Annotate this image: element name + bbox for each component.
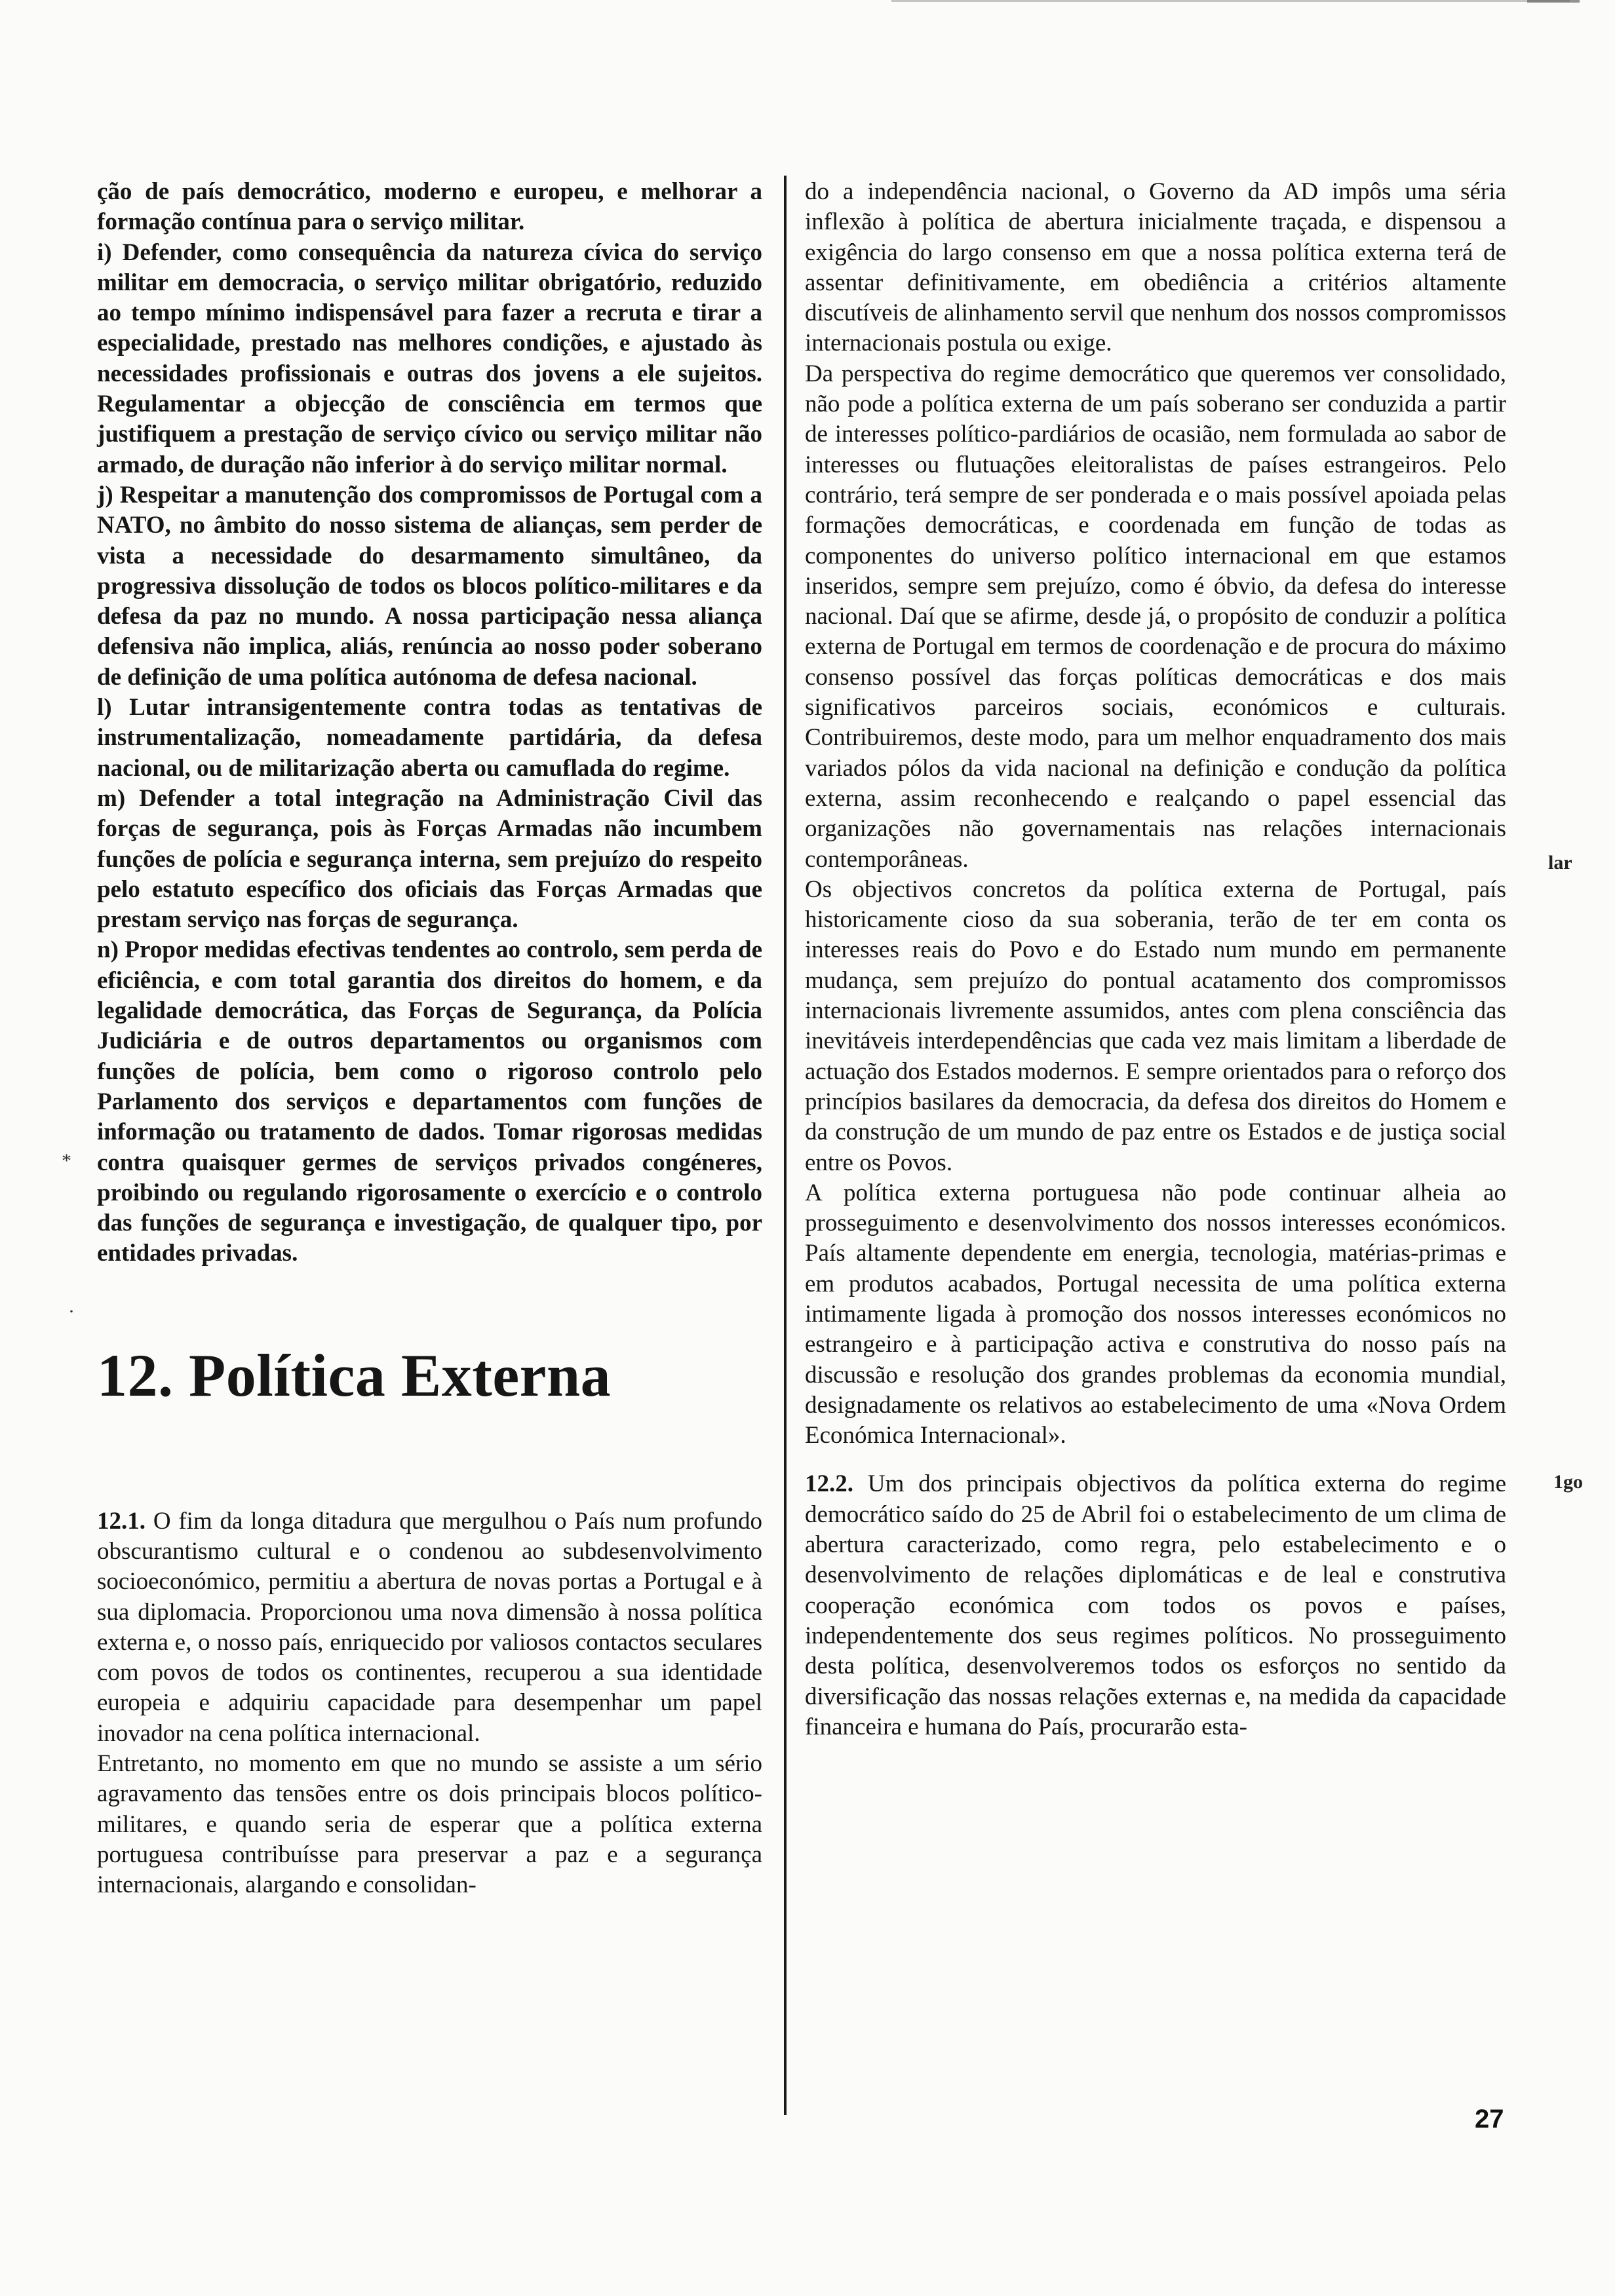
paragraph-continuation: ção de país democrático, moderno e europeu, e melhorar a formação contínua para o serviço militar. — [97, 178, 762, 236]
section-12-1-text: O fim da longa ditadura que mergulhou o País num profundo obscurantismo cultural e o condenou ao subdesenvolvimento socioeconómico, permitiu a abertura de novas portas a Portugal e à sua diplomacia. Proporcionou uma nova dimensão à nossa política externa e, o nosso país, enriquecido por valiosos contactos seculares com povos de todos os continentes, recuperou a sua identidade europeia e adquiriu capacidade para desempenhar um papel inovador na cena política internacional. — [97, 1507, 763, 1747]
paragraph-item-j: j) Respeitar a manutenção dos compromissos de Portugal com a NATO, no âmbito do nosso sistema de alianças, sem perder de vista a necessidade do desarmamento simultâneo, da progressiva dissolução de todos os blocos político-militares e da defesa da paz no mundo. A nossa participação nessa aliança defensiva não implica, aliás, renúncia ao nosso poder soberano de definição de uma política autónoma de defesa nacional. — [97, 481, 762, 691]
section-number-12-1: 12.1. — [97, 1507, 146, 1535]
scan-speck: · — [68, 1301, 75, 1322]
paragraph-entretanto: Entretanto, no momento em que no mundo se assiste a um sério agravamento das tensões entre os dois principais blocos político-militares, e quando seria de esperar que a política externa portuguesa contribuísse para preservar a paz e a segurança internacionais, alargando e consolidan- — [97, 1750, 762, 1899]
section-12-2-paragraph — [805, 1469, 1506, 1742]
paragraph-perspectiva: Da perspectiva do regime democrático que queremos ver consolidado, não pode a política externa de um país soberano ser conduzida a partir de interesses político-pardiários de ocasião, nem formulada ao sabor de interesses ou flutuações eleitoralistas de países estrangeiros. Pelo contrário, terá sempre de ser ponderada e o mais possível apoiada pelas formações democráticas, e coordenada em função de todas as componentes do universo político internacional em que estamos inseridos, sempre sem prejuízo, como é óbvio, da defesa do interesse nacional. Daí que se afirme, desde já, o propósito de conduzir a política externa de Portugal em termos de coordenação e de procura do máximo consenso possível das forças políticas democráticas e dos mais significativos parceiros sociais, económicos e culturais. Contribuiremos, deste modo, para um melhor enquadramento dos mais variados pólos da vida nacional na definição e condução da política externa, assim reconhecendo e realçando o papel essencial das organizações não governamentais nas relações internacionais contemporâneas. — [805, 360, 1506, 873]
margin-fragment-2: 1go — [1553, 1471, 1583, 1493]
margin-fragment-1: lar — [1548, 852, 1572, 873]
left-column — [97, 177, 762, 1901]
section-heading: 12. Política Externa — [97, 1341, 612, 1409]
paragraph-item-i: i) Defender, como consequência da natureza cívica do serviço militar em democracia, o serviço militar obrigatório, reduzido ao tempo mínimo indispensável para fazer a recruta e tirar a especialidade, prestado nas melhores condições, e ajustado às necessidades profissionais e outras dos jovens a ele sujeitos. Regulamentar a objecção de consciência em termos que justifiquem a prestação de serviço cívico ou serviço militar não armado, de duração não inferior à do serviço militar normal. — [97, 239, 762, 478]
paragraph-item-n: n) Propor medidas efectivas tendentes ao controlo, sem perda de eficiência, e com total garantia dos direitos do homem, e da legalidade democrática, das Forças de Segurança, da Polícia Judiciária e de outros departamentos ou organismos com funções de polícia, bem como o rigoroso controlo pelo Parlamento dos serviços e departamentos com funções de informação ou tratamento de dados. Tomar rigorosas medidas contra quaisquer germes de serviços privados congéneres, proibindo ou regulando rigorosamente o exercício e o controlo das funções de segurança e investigação, de qualquer tipo, por entidades privadas. — [97, 936, 762, 1267]
section-number-12-2: 12.2. — [805, 1470, 853, 1498]
section-12-1-paragraph — [97, 1506, 762, 1749]
paragraph-economicos: A política externa portuguesa não pode continuar alheia ao prosseguimento e desenvolvimento dos nossos interesses económicos. País altamente dependente em energia, tecnologia, matérias-primas e em produtos acabados, Portugal necessita de uma política externa intimamente ligada à promoção dos nossos interesses económicos no estrangeiro e à participação activa e construtiva do nosso país na discussão e resolução dos grandes problemas da economia mundial, designadamente os relativos ao estabelecimento de uma «Nova Ordem Económica Internacional». — [805, 1179, 1506, 1449]
section-12-2-text: Um dos principais objectivos da política externa do regime democrático saído do 25 de Abril foi o estabelecimento de um clima de abertura caracterizado, como regra, pelo estabelecimento e o desenvolvimento de relações diplomáticas e de leal e construtiva cooperação económica com todos os povos e países, independentemente dos seus regimes políticos. No prosseguimento desta política, desenvolveremos todos os esforços no sentido da diversificação das nossas relações externas e, na medida da capacidade financeira e humana do País, procurarão esta- — [805, 1470, 1507, 1740]
top-edge-rule — [891, 0, 1570, 2]
page-number: 27 — [1475, 2105, 1504, 2133]
scan-speck: * — [62, 1150, 71, 1172]
column-divider — [784, 176, 787, 2115]
paragraph-item-l: l) Lutar intransigentemente contra todas as tentativas de instrumentalização, nomeadamente partidária, da defesa nacional, ou de militarização aberta ou camuflada do regime. — [97, 694, 762, 782]
top-corner-mark — [1527, 0, 1580, 3]
right-column — [805, 177, 1506, 1742]
paragraph-continuation-right: do a independência nacional, o Governo da AD impôs uma séria inflexão à política de abertura inicialmente traçada, e dispensou a exigência do largo consenso em que a nossa política externa terá de assentar definitivamente, em obediência a critérios altamente discutíveis de alinhamento servil que nenhum dos nossos compromissos internacionais postula ou exige. — [805, 178, 1506, 357]
paragraph-item-m: m) Defender a total integração na Administração Civil das forças de segurança, pois às Forças Armadas não incumbem funções de polícia e segurança interna, sem prejuízo do respeito pelo estatuto específico dos oficiais das Forças Armadas que prestam serviço nas forças de segurança. — [97, 784, 762, 934]
paragraph-objectivos: Os objectivos concretos da política externa de Portugal, país historicamente cioso da sua soberania, terão de ter em conta os interesses reais do Povo e do Estado num mundo em permanente mudança, sem prejuízo do pontual acatamento dos compromissos internacionais livremente assumidos, antes com plena consciência das inevitáveis interdependências que cada vez mais limitam a liberdade de actuação dos Estados modernos. E sempre orientados para o reforço dos princípios basilares da democracia, da defesa dos direitos do Homem e da construção de um mundo de paz entre os Estados e de justiça social entre os Povos. — [805, 875, 1506, 1176]
